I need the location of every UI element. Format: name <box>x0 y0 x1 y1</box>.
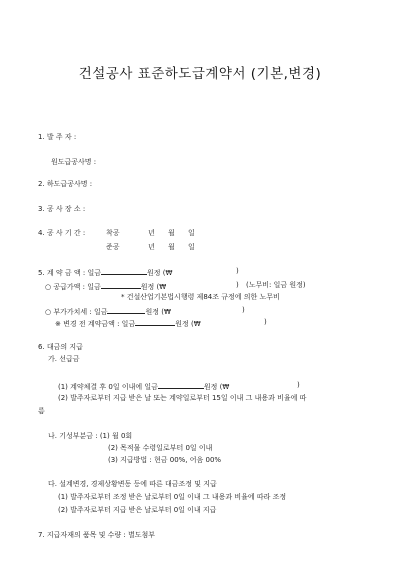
end-month-unit: 월 <box>168 243 175 251</box>
advance-payment-rule-line2: 름 <box>38 407 45 415</box>
supply-value-won: 원정 (₩ <box>140 283 167 291</box>
pre-change-amount-label: ※ 변경 전 계약금액 : 일금 <box>55 320 136 328</box>
subcontract-project-name-label: 2. 하도급공사명 : <box>38 180 93 188</box>
advance-payment-won: 원정 (₩ <box>203 383 230 391</box>
prime-project-name-label: 원도급공사명 : <box>51 158 97 166</box>
contract-amount-row <box>38 267 172 278</box>
progress-payment-label: 나. 기성부분금 : (1) 월 0회 <box>48 432 133 440</box>
vat-close: ) <box>242 306 245 314</box>
contract-amount-close: ) <box>236 267 239 275</box>
end-day-unit: 일 <box>188 243 195 251</box>
labor-cost-note: * 건설산업기본법시행령 제84조 규정에 의한 노무비 <box>121 293 280 301</box>
completion-date-label: 준공 <box>106 243 120 251</box>
price-adjustment-label: 다. 설계변경, 경제상황변동 등에 따른 대금조정 및 지급 <box>48 480 217 488</box>
advance-payment-label: 가. 선급금 <box>48 355 80 363</box>
document-title: 건설공사 표준하도급계약서 (기본,변경) <box>78 66 322 82</box>
advance-payment-close: ) <box>297 381 300 389</box>
vat-blank <box>107 306 145 314</box>
pre-change-amount-blank <box>135 318 175 326</box>
advance-payment-row <box>58 381 229 392</box>
labor-cost-text: (노무비: 일금 원정) <box>246 281 306 289</box>
supply-value-row <box>45 281 166 292</box>
contract-amount-won: 원정 (₩ <box>146 269 173 277</box>
supply-value-close: ) <box>236 281 239 289</box>
advance-payment-text: (1) 계약체결 후 0일 이내에 일금 <box>58 383 158 391</box>
start-year-unit: 년 <box>148 229 155 237</box>
price-adjustment-rule-2: (2) 발주자로부터 지급 받은 날로부터 0일 이내 지급 <box>58 506 217 514</box>
site-location-label: 3. 공 사 장 소 : <box>38 205 86 213</box>
supplied-materials-label: 7. 지급자재의 품목 및 수량 : 별도첨부 <box>38 531 156 539</box>
start-day-unit: 일 <box>188 229 195 237</box>
advance-payment-rule-line1: (2) 발주자로부터 지급 받은 날 또는 계약일로부터 15일 이내 그 내용과 비율에 따 <box>58 394 307 402</box>
progress-payment-term: (2) 목적물 수령일로부터 0일 이내 <box>108 444 213 452</box>
pre-change-amount-row <box>55 318 201 329</box>
advance-payment-blank <box>158 381 204 389</box>
supply-value-label: ○ 공급가액 : 일금 <box>45 283 101 291</box>
contract-amount-prefix: 일금 <box>87 269 101 277</box>
construction-period-label: 4. 공 사 기 간 : <box>38 229 86 237</box>
start-date-label: 착공 <box>106 229 120 237</box>
vat-row <box>45 306 171 317</box>
progress-payment-method: (3) 지급방법 : 현금 00%, 어음 00% <box>108 456 222 464</box>
pre-change-amount-close: ) <box>264 318 267 326</box>
pre-change-amount-won: 원정 (₩ <box>175 320 201 328</box>
vat-label: ○ 부가가치세 : 일금 <box>45 308 108 316</box>
contract-amount-blank <box>101 267 147 275</box>
contract-amount-label: 5. 계 약 금 액 : <box>38 269 86 277</box>
payment-section-label: 6. 대금의 지급 <box>38 343 83 351</box>
price-adjustment-rule-1: (1) 발주자로부터 조정 받은 날로부터 0일 이내 그 내용과 비율에 따라 조정 <box>58 493 287 501</box>
start-month-unit: 월 <box>168 229 175 237</box>
vat-won: 원정 (₩ <box>145 308 171 316</box>
end-year-unit: 년 <box>148 243 155 251</box>
orderer-label: 1. 발 주 자 : <box>38 133 77 141</box>
supply-value-blank <box>101 281 141 289</box>
